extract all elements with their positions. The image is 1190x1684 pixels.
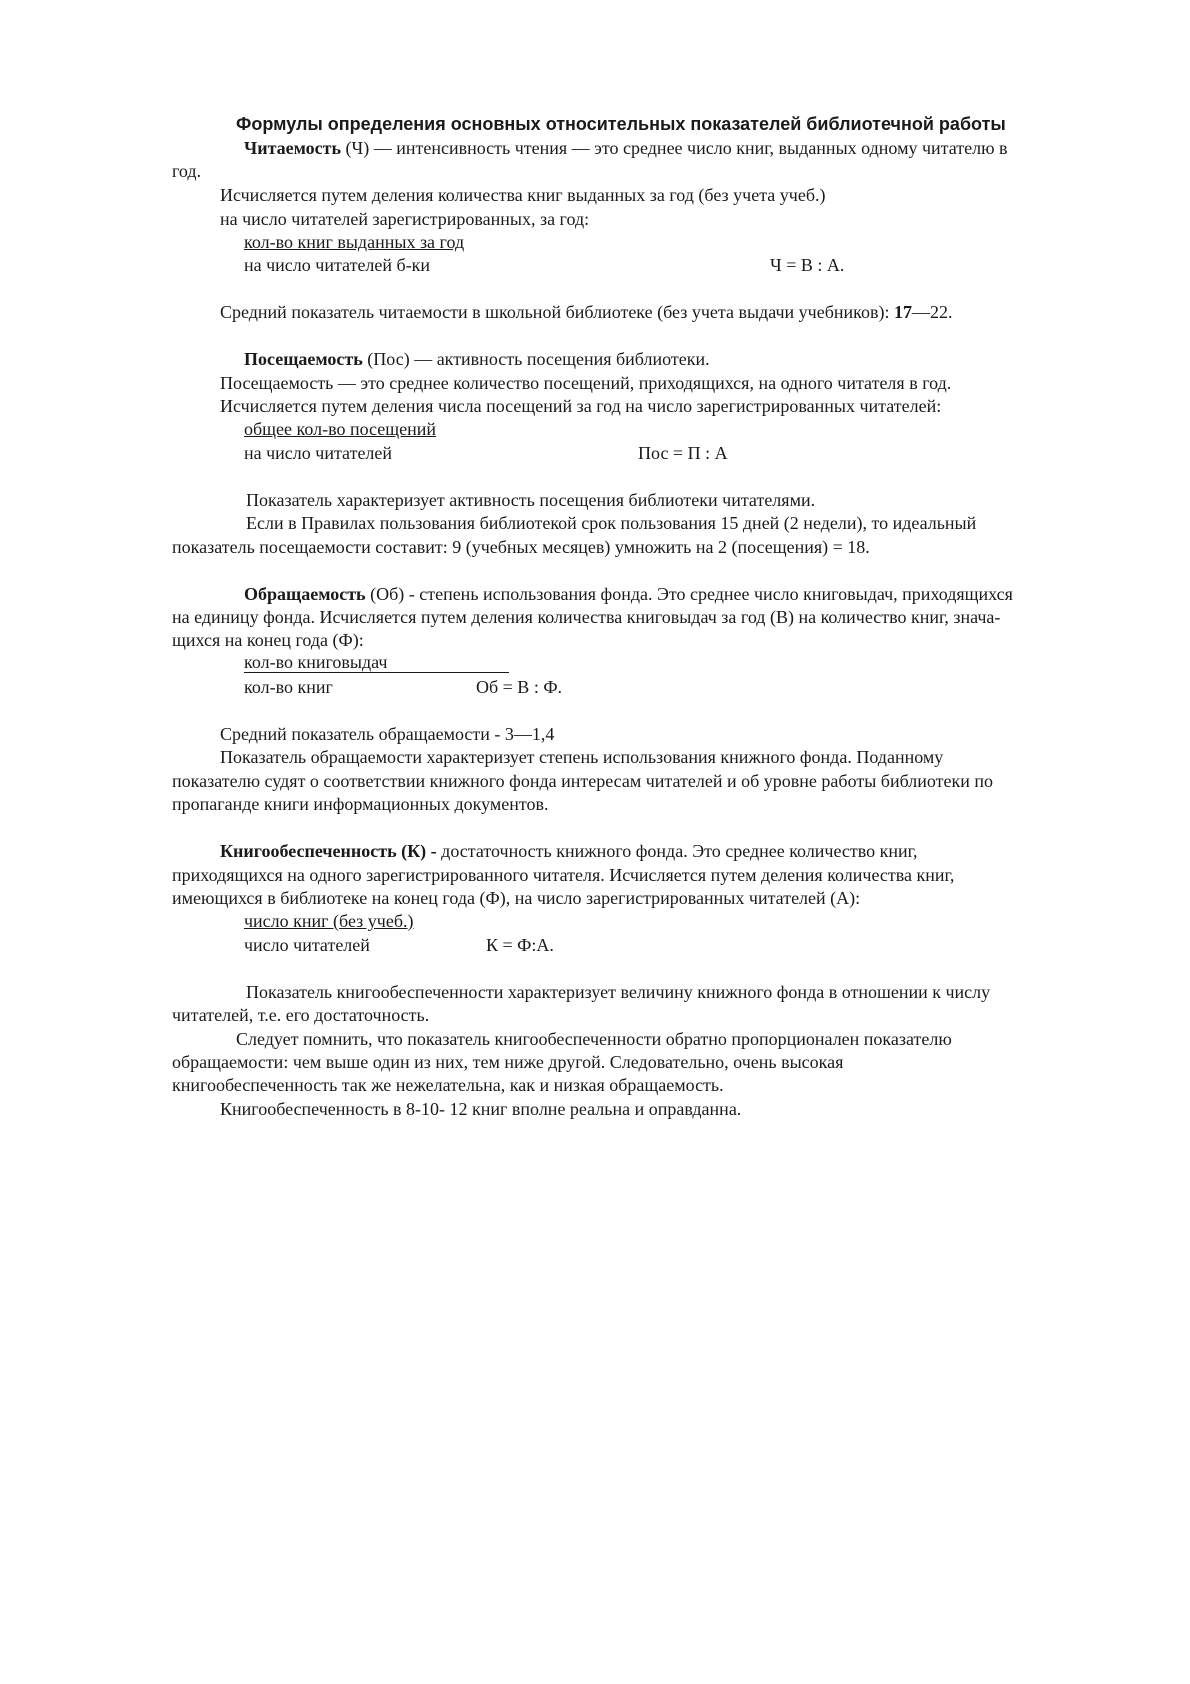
readability-calc-1: Исчисляется путем деления количества книг выданных за год (без учета учеб.) bbox=[220, 185, 826, 205]
readability-calc-2: на число читателей зарегистрированных, за год: bbox=[220, 209, 590, 229]
readability-definition-cont: год. bbox=[172, 161, 202, 181]
provision-definition: Книгообеспеченность (К) - достаточность книжного фонда. Это среднее количество книг, bbox=[220, 841, 918, 861]
provision-note-2: читателей, т.е. его достаточность. bbox=[172, 1005, 430, 1025]
turnover-numerator: кол-во книговыдач bbox=[244, 652, 509, 673]
provision-numerator: число книг (без учеб.) bbox=[244, 911, 414, 931]
attendance-definition: Посещаемость (Пос) — активность посещения библиотеки. bbox=[244, 349, 710, 369]
provision-note-4: обращаемости: чем выше один из них, тем ниже другой. Следовательно, очень высокая bbox=[172, 1052, 844, 1072]
readability-term: Читаемость bbox=[244, 138, 342, 158]
turnover-note-3: пропаганде книги информационных документов. bbox=[172, 794, 549, 814]
turnover-denominator: кол-во книг bbox=[244, 677, 333, 697]
readability-average: Средний показатель читаемости в школьной библиотеке (без учета выдачи учебников): 17—22. bbox=[220, 302, 953, 322]
readability-numerator: кол-во книг выданных за год bbox=[244, 232, 465, 252]
turnover-average: Средний показатель обращаемости - 3—1,4 bbox=[220, 724, 555, 744]
attendance-calc: Исчисляется путем деления числа посещений за год на число зарегистрированных читателей: bbox=[220, 396, 942, 416]
provision-note-5: книгообеспеченность так же нежелательна, как и низкая обращаемость. bbox=[172, 1075, 724, 1095]
attendance-numerator: общее кол-во посещений bbox=[244, 419, 436, 439]
attendance-note-2: Если в Правилах пользования библиотекой срок пользования 15 дней (2 недели), то идеальный bbox=[246, 513, 977, 533]
turnover-definition-2: на единицу фонда. Исчисляется путем деления количества книговыдач за год (В) на количество книг, знача- bbox=[172, 607, 1001, 627]
attendance-formula: Пос = П : А bbox=[638, 443, 728, 463]
attendance-denominator: на число читателей bbox=[244, 443, 393, 463]
attendance-definition-2: Посещаемость — это среднее количество посещений, приходящихся, на одного читателя в год. bbox=[220, 373, 952, 393]
provision-formula: К = Ф:А. bbox=[486, 935, 554, 955]
provision-definition-3: имеющихся в библиотеке на конец года (Ф), на число зарегистрированных читателей (А): bbox=[172, 888, 861, 908]
attendance-note-1: Показатель характеризует активность посещения библиотеки читателями. bbox=[246, 490, 816, 510]
turnover-formula: Об = В : Ф. bbox=[476, 677, 563, 697]
provision-definition-2: приходящихся на одного зарегистрированного читателя. Исчисляется путем деления количества книг, bbox=[172, 865, 955, 885]
provision-note-6: Книгообеспеченность в 8-10- 12 книг вполне реальна и оправданна. bbox=[220, 1099, 742, 1119]
attendance-note-3: показатель посещаемости составит: 9 (учебных месяцев) умножить на 2 (посещения) = 18. bbox=[172, 537, 870, 557]
turnover-definition: Обращаемость (Об) - степень использования фонда. Это среднее число книговыдач, приходящихся bbox=[244, 584, 1013, 604]
provision-note-1: Показатель книгообеспеченности характеризует величину книжного фонда в отношении к числу bbox=[246, 982, 991, 1002]
readability-denominator: на число читателей б-ки bbox=[244, 255, 431, 275]
turnover-note-1: Показатель обращаемости характеризует степень использования книжного фонда. Поданному bbox=[220, 747, 944, 767]
readability-definition: Читаемость (Ч) — интенсивность чтения — это среднее число книг, выданных одному читателю в bbox=[244, 138, 1008, 158]
turnover-term: Обращаемость bbox=[244, 584, 366, 604]
turnover-definition-3: щихся на конец года (Ф): bbox=[172, 630, 364, 650]
turnover-note-2: показателю судят о соответствии книжного фонда интересам читателей и об уровне работы библиотеки по bbox=[172, 771, 994, 791]
provision-denominator: число читателей bbox=[244, 935, 370, 955]
document-title: Формулы определения основных относительных показателей библиотечной работы bbox=[236, 114, 1006, 134]
provision-term: Книгообеспеченность (К) - bbox=[220, 841, 437, 861]
readability-formula: Ч = В : А. bbox=[770, 255, 845, 275]
attendance-term: Посещаемость bbox=[244, 349, 363, 369]
provision-note-3: Следует помнить, что показатель книгообеспеченности обратно пропорционален показателю bbox=[236, 1029, 952, 1049]
